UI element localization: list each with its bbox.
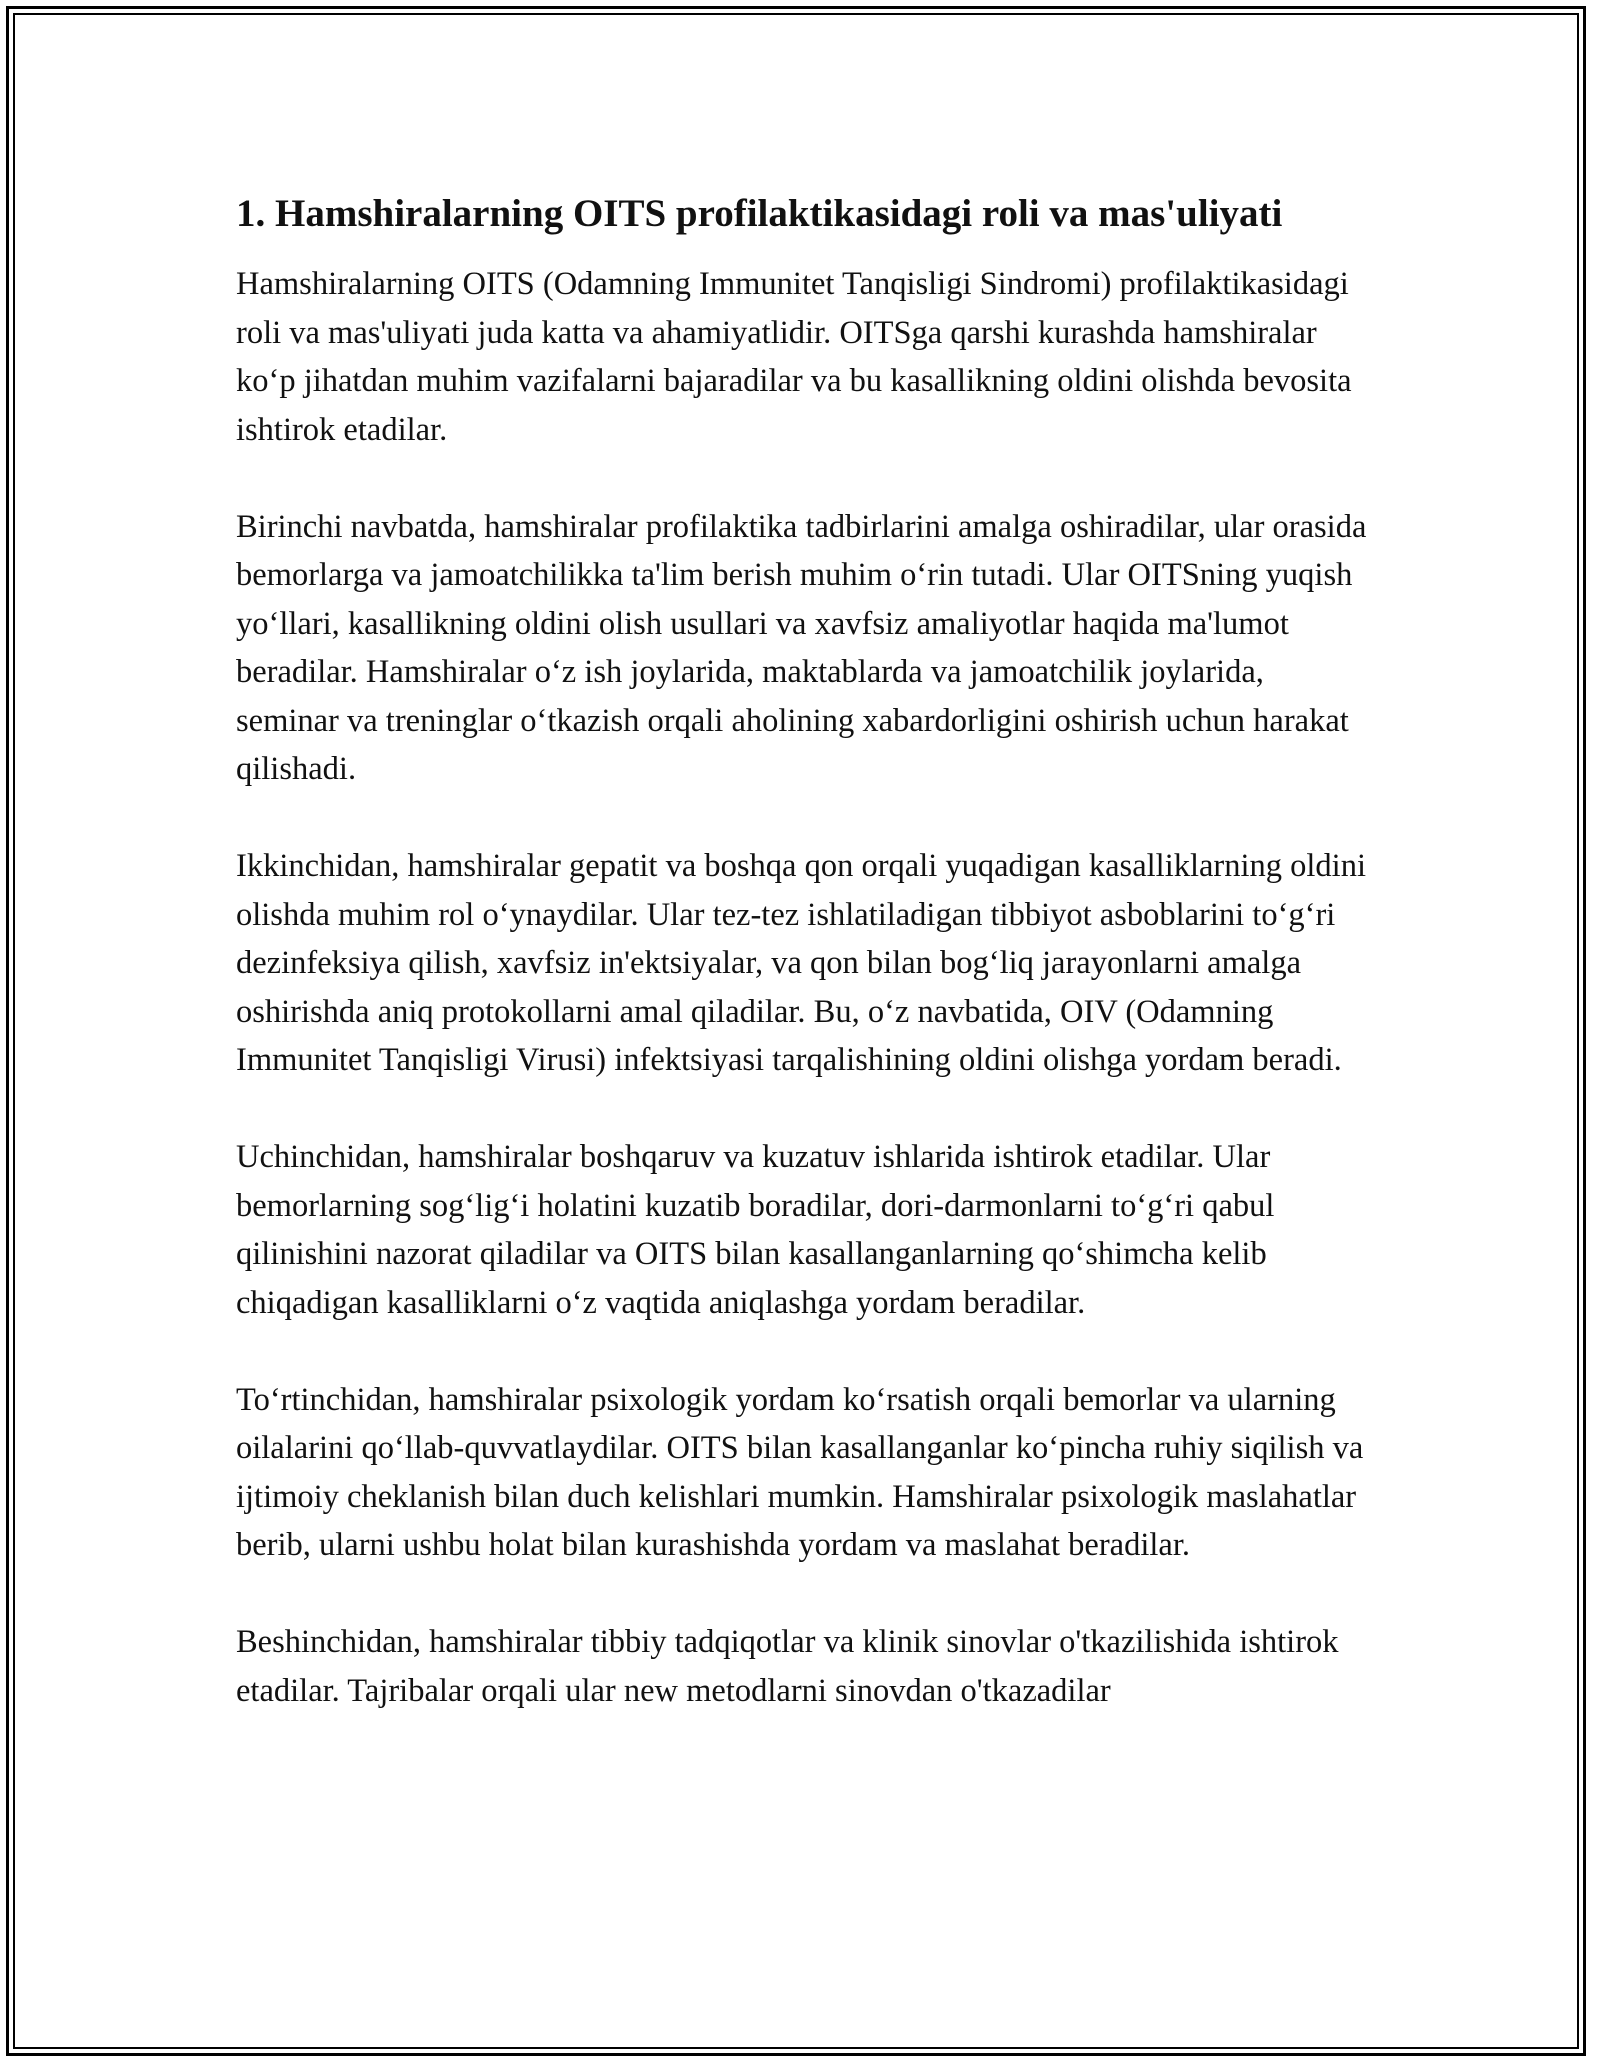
section-heading: 1. Hamshiralarning OITS profilaktikasidagi roli va mas'uliyati	[236, 192, 1283, 235]
paragraph-fourth: Toʻrtinchidan, hamshiralar psixologik yordam koʻrsatish orqali bemorlar va ularning oilalarini qoʻllab-quvvatlaydilar. OITS bilan kasallanganlar koʻpincha ruhiy siqilish va ijtimoiy cheklanish bilan duch kelishlari mumkin. Hamshiralar psixologik maslahatlar berib, ularni ushbu holat bilan kurashishda yordam va maslahat beradilar.	[236, 1381, 1364, 1563]
paragraph-fifth: Beshinchidan, hamshiralar tibbiy tadqiqotlar va klinik sinovlar o'tkazilishida ishtirok etadilar. Tajribalar orqali ular new metodlarni sinovdan o'tkazadilar	[236, 1624, 1339, 1709]
paragraph-second: Ikkinchidan, hamshiralar gepatit va boshqa qon orqali yuqadigan kasalliklarning oldini olishda muhim rol oʻynaydilar. Ular tez-tez ishlatiladigan tibbiyot asboblarini toʻgʻri dezinfeksiya qilish, xavfsiz in'ektsiyalar, va qon bilan bogʻliq jarayonlarni amalga oshirishda aniq protokollarni amal qiladilar. Bu, oʻz navbatida, OIV (Odamning Immunitet Tanqisligi Virusi) infektsiyasi tarqalishining oldini olishga yordam beradi.	[236, 848, 1366, 1078]
paragraph-intro: Hamshiralarning OITS (Odamning Immunitet Tanqisligi Sindromi) profilaktikasidagi roli va mas'uliyati juda katta va ahamiyatlidir. OITSga qarshi kurashda hamshiralar koʻp jihatdan muhim vazifalarni bajaradilar va bu kasallikning oldini olishda bevosita ishtirok etadilar.	[236, 266, 1352, 448]
document-body	[236, 186, 1372, 1715]
paragraph-first: Birinchi navbatda, hamshiralar profilaktika tadbirlarini amalga oshiradilar, ular orasida bemorlarga va jamoatchilikka ta'lim berish muhim oʻrin tutadi. Ular OITSning yuqish yoʻllari, kasallikning oldini olish usullari va xavfsiz amaliyotlar haqida ma'lumot beradilar. Hamshiralar oʻz ish joylarida, maktablarda va jamoatchilik joylarida, seminar va treninglar oʻtkazish orqali aholining xabardorligini oshirish uchun harakat qilishadi.	[236, 508, 1367, 787]
paragraph-third: Uchinchidan, hamshiralar boshqaruv va kuzatuv ishlarida ishtirok etadilar. Ular bemorlarning sogʻligʻi holatini kuzatib boradilar, dori-darmonlarni toʻgʻri qabul qilinishini nazorat qiladilar va OITS bilan kasallanganlarning qoʻshimcha kelib chiqadigan kasalliklarni oʻz vaqtida aniqlashga yordam beradilar.	[236, 1139, 1275, 1321]
